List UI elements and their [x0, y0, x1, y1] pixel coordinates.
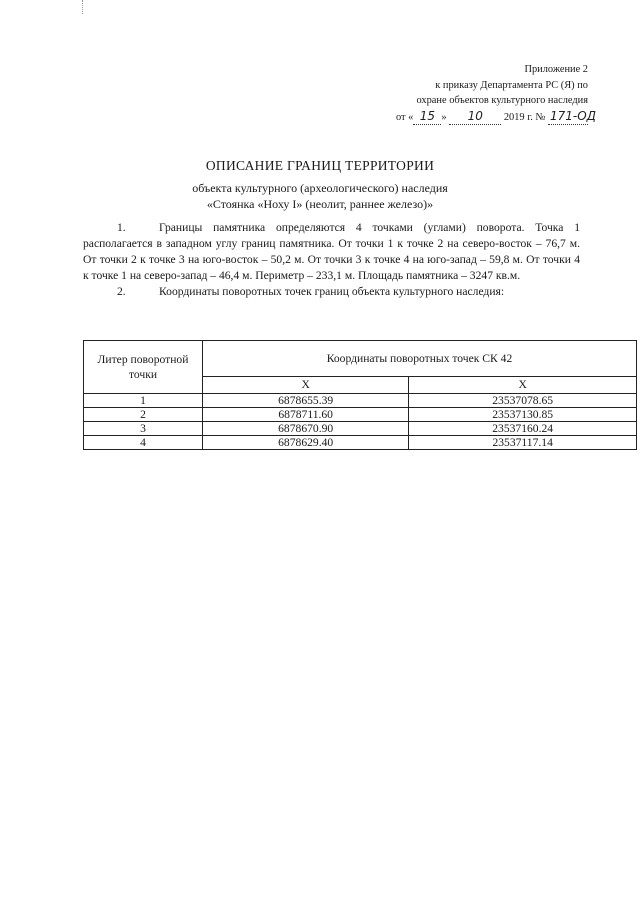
appendix-line-2: к приказу Департамента РС (Я) по — [435, 79, 588, 91]
point-cell: 1 — [84, 394, 203, 408]
document-title: ОПИСАНИЕ ГРАНИЦ ТЕРРИТОРИИ — [205, 158, 435, 173]
header-point-letter: Литер поворотной точки — [84, 341, 203, 394]
x-cell: 6878670.90 — [203, 422, 409, 436]
scan-artifact — [82, 0, 85, 14]
paragraph-text: Границы памятника определяются 4 точками (углами) поворота. Точка 1 располагается в западном углу границ памятника. От точки 1 к точке 2 на северо-восток – 76,7 м. От точки 2 к точке 3 на юго-восток – 50,2 м. От точки 3 к точке 4 на юго-запад – 59,8 м. От точки 4 к точке 1 на северо-запад – 46,4 м. Периметр – 233,1 м. Площадь памятника – 3247 кв.м. — [83, 221, 580, 282]
handwritten-day: 15 — [413, 109, 441, 126]
y-cell: 23537078.65 — [409, 394, 637, 408]
document-body — [83, 220, 580, 300]
paragraph-number: 1. — [117, 221, 126, 234]
document-subtitle-1: объекта культурного (археологического) наследия — [192, 181, 448, 195]
x-cell: 6878629.40 — [203, 436, 409, 450]
table-row — [84, 408, 637, 422]
table-row — [84, 394, 637, 408]
handwritten-order-number: 171-ОД — [548, 109, 588, 126]
table-header-row — [84, 341, 637, 377]
paragraph-number: 2. — [117, 285, 126, 298]
header-axis-y: X — [409, 376, 637, 393]
appendix-line-1: Приложение 2 — [524, 64, 588, 75]
table-row — [84, 436, 637, 450]
appendix-date-line — [395, 108, 597, 126]
document-subtitle-2: «Стоянка «Ноху I» (неолит, раннее железо)» — [206, 197, 434, 211]
point-cell: 3 — [84, 422, 203, 436]
x-cell: 6878711.60 — [203, 408, 409, 422]
header-coordinates: Координаты поворотных точек СК 42 — [203, 341, 637, 377]
y-cell: 23537160.24 — [409, 422, 637, 436]
paragraph-text: Координаты поворотных точек границ объекта культурного наследия: — [159, 285, 505, 298]
table-row — [84, 422, 637, 436]
appendix-line-3: охране объектов культурного наследия — [416, 95, 588, 106]
paragraph-2 — [83, 284, 580, 300]
date-mid: » — [441, 111, 447, 123]
point-cell: 4 — [84, 436, 203, 450]
y-cell: 23537130.85 — [409, 408, 637, 422]
appendix-header — [395, 62, 597, 125]
year-text: 2019 г. № — [503, 111, 546, 123]
y-cell: 23537117.14 — [409, 436, 637, 450]
handwritten-month: 10 — [449, 109, 501, 126]
header-axis-x: X — [203, 376, 409, 393]
date-prefix: от « — [395, 111, 414, 123]
paragraph-1 — [83, 220, 580, 284]
point-cell: 2 — [84, 408, 203, 422]
x-cell: 6878655.39 — [203, 394, 409, 408]
coordinates-table — [83, 340, 637, 450]
